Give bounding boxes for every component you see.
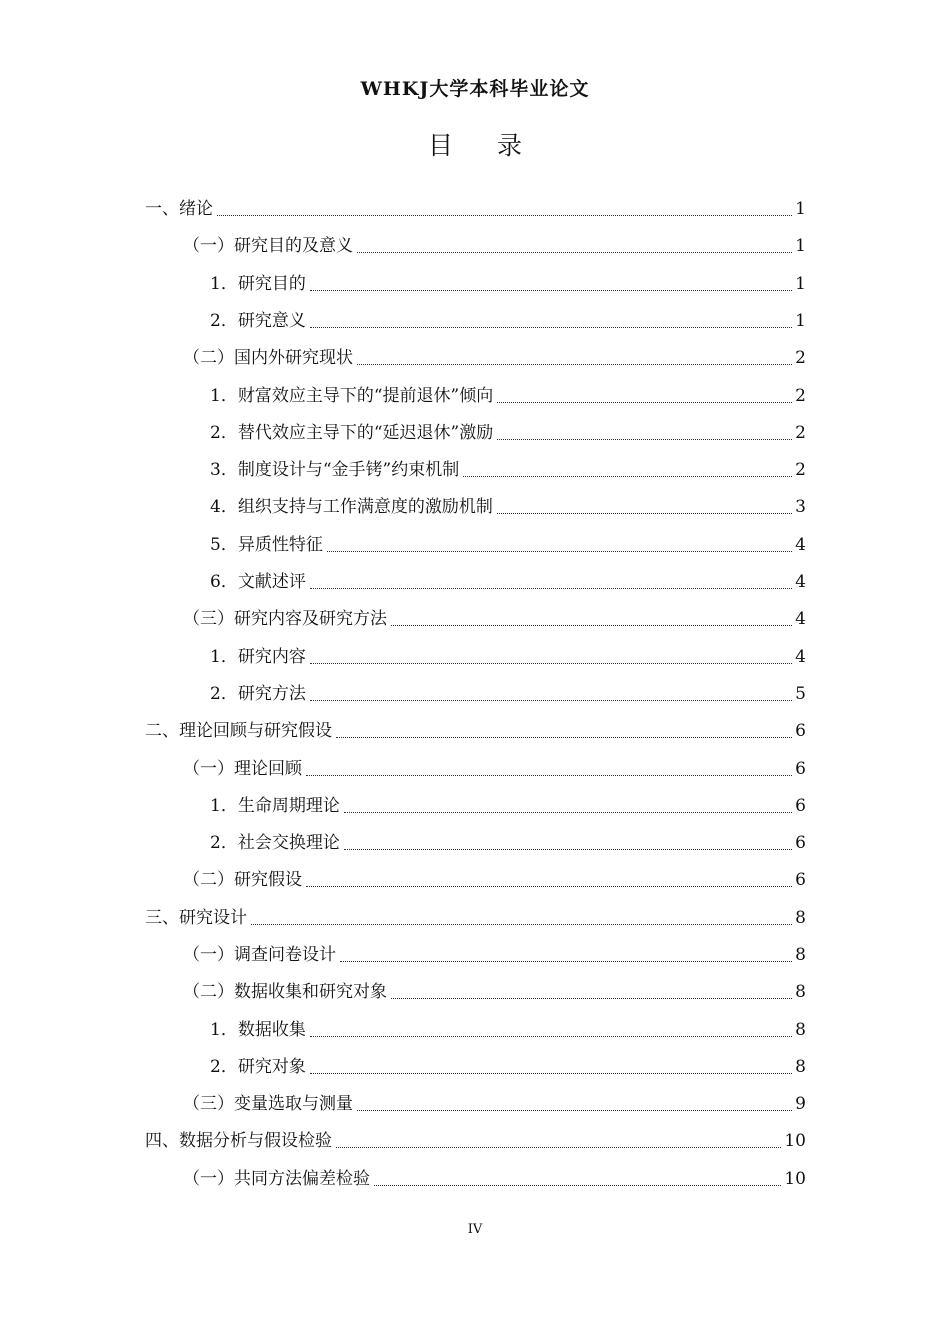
toc-entry[interactable] [210, 825, 806, 862]
toc-dot-leader [310, 588, 792, 589]
toc-dot-leader [340, 961, 792, 962]
toc-entry-label: 1．财富效应主导下的“提前退休”倾向 [210, 386, 494, 406]
toc-entry-label: 1．研究内容 [210, 647, 306, 667]
toc-entry-page: 9 [795, 1094, 806, 1114]
toc-dot-leader [391, 998, 792, 999]
toc-entry-label: 2．研究对象 [210, 1057, 306, 1077]
toc-entry-page: 5 [795, 684, 806, 704]
toc-entry[interactable] [145, 191, 806, 228]
toc-entry-label: 2．社会交换理论 [210, 833, 340, 853]
toc-dot-leader [310, 327, 792, 328]
toc-entry[interactable] [145, 1123, 806, 1160]
toc-entry[interactable] [183, 601, 806, 638]
toc-entry-page: 4 [795, 572, 806, 592]
toc-entry[interactable] [145, 713, 806, 750]
toc-entry-page: 6 [795, 759, 806, 779]
toc-entry[interactable] [210, 564, 806, 601]
toc-entry[interactable] [183, 228, 806, 265]
toc-dot-leader [357, 252, 792, 253]
toc-entry-page: 10 [784, 1131, 806, 1151]
toc-entry-label: （三）变量选取与测量 [183, 1094, 353, 1114]
toc-dot-leader [251, 924, 792, 925]
toc-entry-page: 8 [795, 1057, 806, 1077]
toc-dot-leader [344, 849, 792, 850]
toc-dot-leader [310, 663, 792, 664]
toc-entry[interactable] [210, 378, 806, 415]
toc-entry[interactable] [183, 1086, 806, 1123]
toc-entry-page: 1 [795, 199, 806, 219]
toc-entry[interactable] [210, 266, 806, 303]
page-number: IV [467, 1222, 483, 1237]
toc-dot-leader [497, 513, 792, 514]
toc-entry-label: 一、绪论 [145, 199, 213, 219]
toc-entry[interactable] [210, 1012, 806, 1049]
toc-entry-page: 1 [795, 311, 806, 331]
toc-entry-page: 6 [795, 721, 806, 741]
toc-entry-page: 4 [795, 535, 806, 555]
toc-entry-label: 3．制度设计与“金手铐”约束机制 [210, 460, 460, 480]
toc-dot-leader [374, 1185, 781, 1186]
toc-entry-page: 6 [795, 833, 806, 853]
toc-entry-page: 10 [784, 1169, 806, 1189]
toc-entry[interactable] [210, 303, 806, 340]
toc-entry-page: 2 [795, 460, 806, 480]
toc-entry-label: 1．生命周期理论 [210, 796, 340, 816]
toc-entry[interactable] [210, 1049, 806, 1086]
toc-entry-page: 3 [795, 497, 806, 517]
toc-entry-label: （一）理论回顾 [183, 759, 302, 779]
toc-entry[interactable] [183, 1161, 806, 1198]
toc-dot-leader [336, 737, 792, 738]
toc-dot-leader [497, 439, 792, 440]
toc-entry[interactable] [145, 900, 806, 937]
toc-dot-leader [497, 402, 792, 403]
toc-dot-leader [306, 886, 792, 887]
toc-entry-label: （一）调查问卷设计 [183, 945, 336, 965]
toc-entry[interactable] [210, 639, 806, 676]
toc-entry-label: 1．研究目的 [210, 274, 306, 294]
toc-dot-leader [344, 812, 792, 813]
toc-dot-leader [306, 775, 792, 776]
toc-entry[interactable] [210, 527, 806, 564]
toc-entry-page: 2 [795, 423, 806, 443]
toc-entry-page: 6 [795, 796, 806, 816]
toc-entry-label: （一）共同方法偏差检验 [183, 1169, 370, 1189]
toc-dot-leader [310, 290, 792, 291]
toc-entry-label: （二）国内外研究现状 [183, 348, 353, 368]
toc-entry-label: 5．异质性特征 [210, 535, 323, 555]
toc-entry-page: 2 [795, 386, 806, 406]
toc-entry-label: 4．组织支持与工作满意度的激励机制 [210, 497, 493, 517]
toc-entry-page: 1 [795, 236, 806, 256]
toc-entry-label: （一）研究目的及意义 [183, 236, 353, 256]
toc-entry-page: 2 [795, 348, 806, 368]
toc-entry-label: 6．文献述评 [210, 572, 306, 592]
toc-entry-page: 8 [795, 908, 806, 928]
toc-entry-page: 8 [795, 982, 806, 1002]
toc-dot-leader [391, 625, 792, 626]
toc-entry-label: 二、理论回顾与研究假设 [145, 721, 332, 741]
toc-entry[interactable] [210, 788, 806, 825]
page-title: 目 录 [428, 131, 540, 160]
toc-entry-label: （二）研究假设 [183, 870, 302, 890]
toc-dot-leader [463, 476, 792, 477]
toc-dot-leader [310, 700, 792, 701]
toc-entry[interactable] [210, 452, 806, 489]
toc-entry-page: 1 [795, 274, 806, 294]
toc-dot-leader [336, 1147, 781, 1148]
toc-entry[interactable] [210, 415, 806, 452]
toc-entry-label: 四、数据分析与假设检验 [145, 1131, 332, 1151]
toc-entry[interactable] [210, 676, 806, 713]
toc-entry-page: 4 [795, 647, 806, 667]
toc-entry-label: 2．研究意义 [210, 311, 306, 331]
toc-dot-leader [327, 551, 792, 552]
toc-entry-label: （二）数据收集和研究对象 [183, 982, 387, 1002]
toc-entry[interactable] [183, 751, 806, 788]
toc-dot-leader [310, 1073, 792, 1074]
toc-entry-page: 6 [795, 870, 806, 890]
toc-dot-leader [310, 1036, 792, 1037]
toc-entry[interactable] [183, 974, 806, 1011]
toc-entry-label: 2．研究方法 [210, 684, 306, 704]
toc-dot-leader [357, 1110, 792, 1111]
toc-dot-leader [357, 364, 792, 365]
document-header: WHKJ大学本科毕业论文 [360, 78, 590, 100]
toc-entry-page: 4 [795, 609, 806, 629]
toc-entry-label: 1．数据收集 [210, 1020, 306, 1040]
toc-dot-leader [217, 215, 792, 216]
toc-entry-page: 8 [795, 1020, 806, 1040]
toc-entry-label: （三）研究内容及研究方法 [183, 609, 387, 629]
toc-entry[interactable] [210, 489, 806, 526]
toc-entry[interactable] [183, 862, 806, 899]
toc-entry[interactable] [183, 340, 806, 377]
toc-entry-page: 8 [795, 945, 806, 965]
toc-entry-label: 2．替代效应主导下的“延迟退休”激励 [210, 423, 494, 443]
toc-entry-label: 三、研究设计 [145, 908, 247, 928]
toc-entry[interactable] [183, 937, 806, 974]
